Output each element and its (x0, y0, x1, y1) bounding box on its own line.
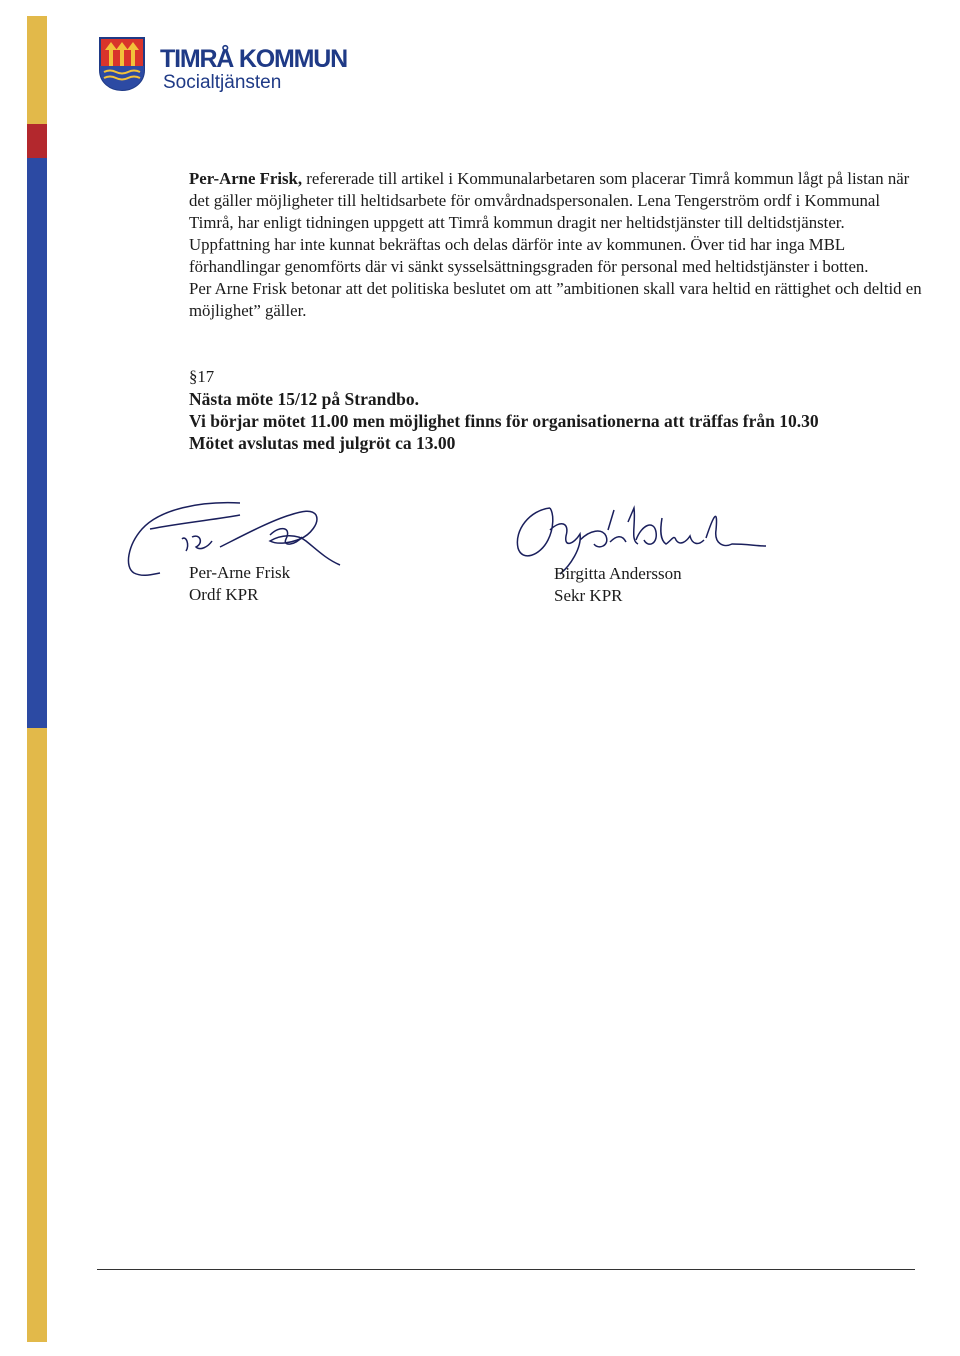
signatory-right-title: Sekr KPR (554, 586, 623, 605)
organization-name: TIMRÅ KOMMUN (160, 45, 347, 73)
signatory-left-title: Ordf KPR (189, 585, 259, 604)
section-heading: §17 (189, 367, 215, 386)
department-name: Socialtjänsten (163, 72, 282, 93)
meeting-end-line: Mötet avslutas med julgröt ca 13.00 (189, 433, 456, 453)
coat-of-arms-icon (98, 36, 146, 92)
paragraph-1 (189, 168, 924, 278)
paragraph-1-text: refererade till artikel i Kommunalarbetaren som placerar Timrå kommun lågt på listan när det gäller möjligheter till heltidsarbete för omvårdnadspersonalen. Lena Tengerström ordf i Kommunal Timrå, har enligt tidningen uppgett att Timrå kommun dragit ner heltidstjänster till deltidstjänster. Uppfattning har inte kunnat bekräftas och delas därför inte av kommunen. Över tid har inga MBL förhandlingar genomförts där vi sänkt sysselsättningsgraden för personal med heltidstjänster i botten. (189, 169, 910, 276)
stripe-blue (27, 158, 47, 728)
body-text (189, 168, 924, 322)
stripe-yellow-top (27, 16, 47, 124)
next-meeting-line: Nästa möte 15/12 på Strandbo. (189, 389, 419, 409)
section-17 (189, 366, 924, 454)
speaker-name: Per-Arne Frisk, (189, 169, 303, 188)
meeting-start-line: Vi börjar mötet 11.00 men möjlighet finns för organisationerna att träffas från 10.30 (189, 411, 819, 431)
signatory-right-name: Birgitta Andersson (554, 564, 682, 583)
signatory-right (554, 563, 682, 607)
signatory-left-name: Per-Arne Frisk (189, 563, 291, 582)
footer-divider (97, 1269, 915, 1270)
stripe-red (27, 124, 47, 158)
stripe-yellow-bottom (27, 728, 47, 1342)
signatory-left (189, 562, 290, 606)
paragraph-2: Per Arne Frisk betonar att det politiska beslutet om att ”ambitionen skall vara heltid en rättighet och deltid en möjlighet” gäller. (189, 279, 922, 320)
